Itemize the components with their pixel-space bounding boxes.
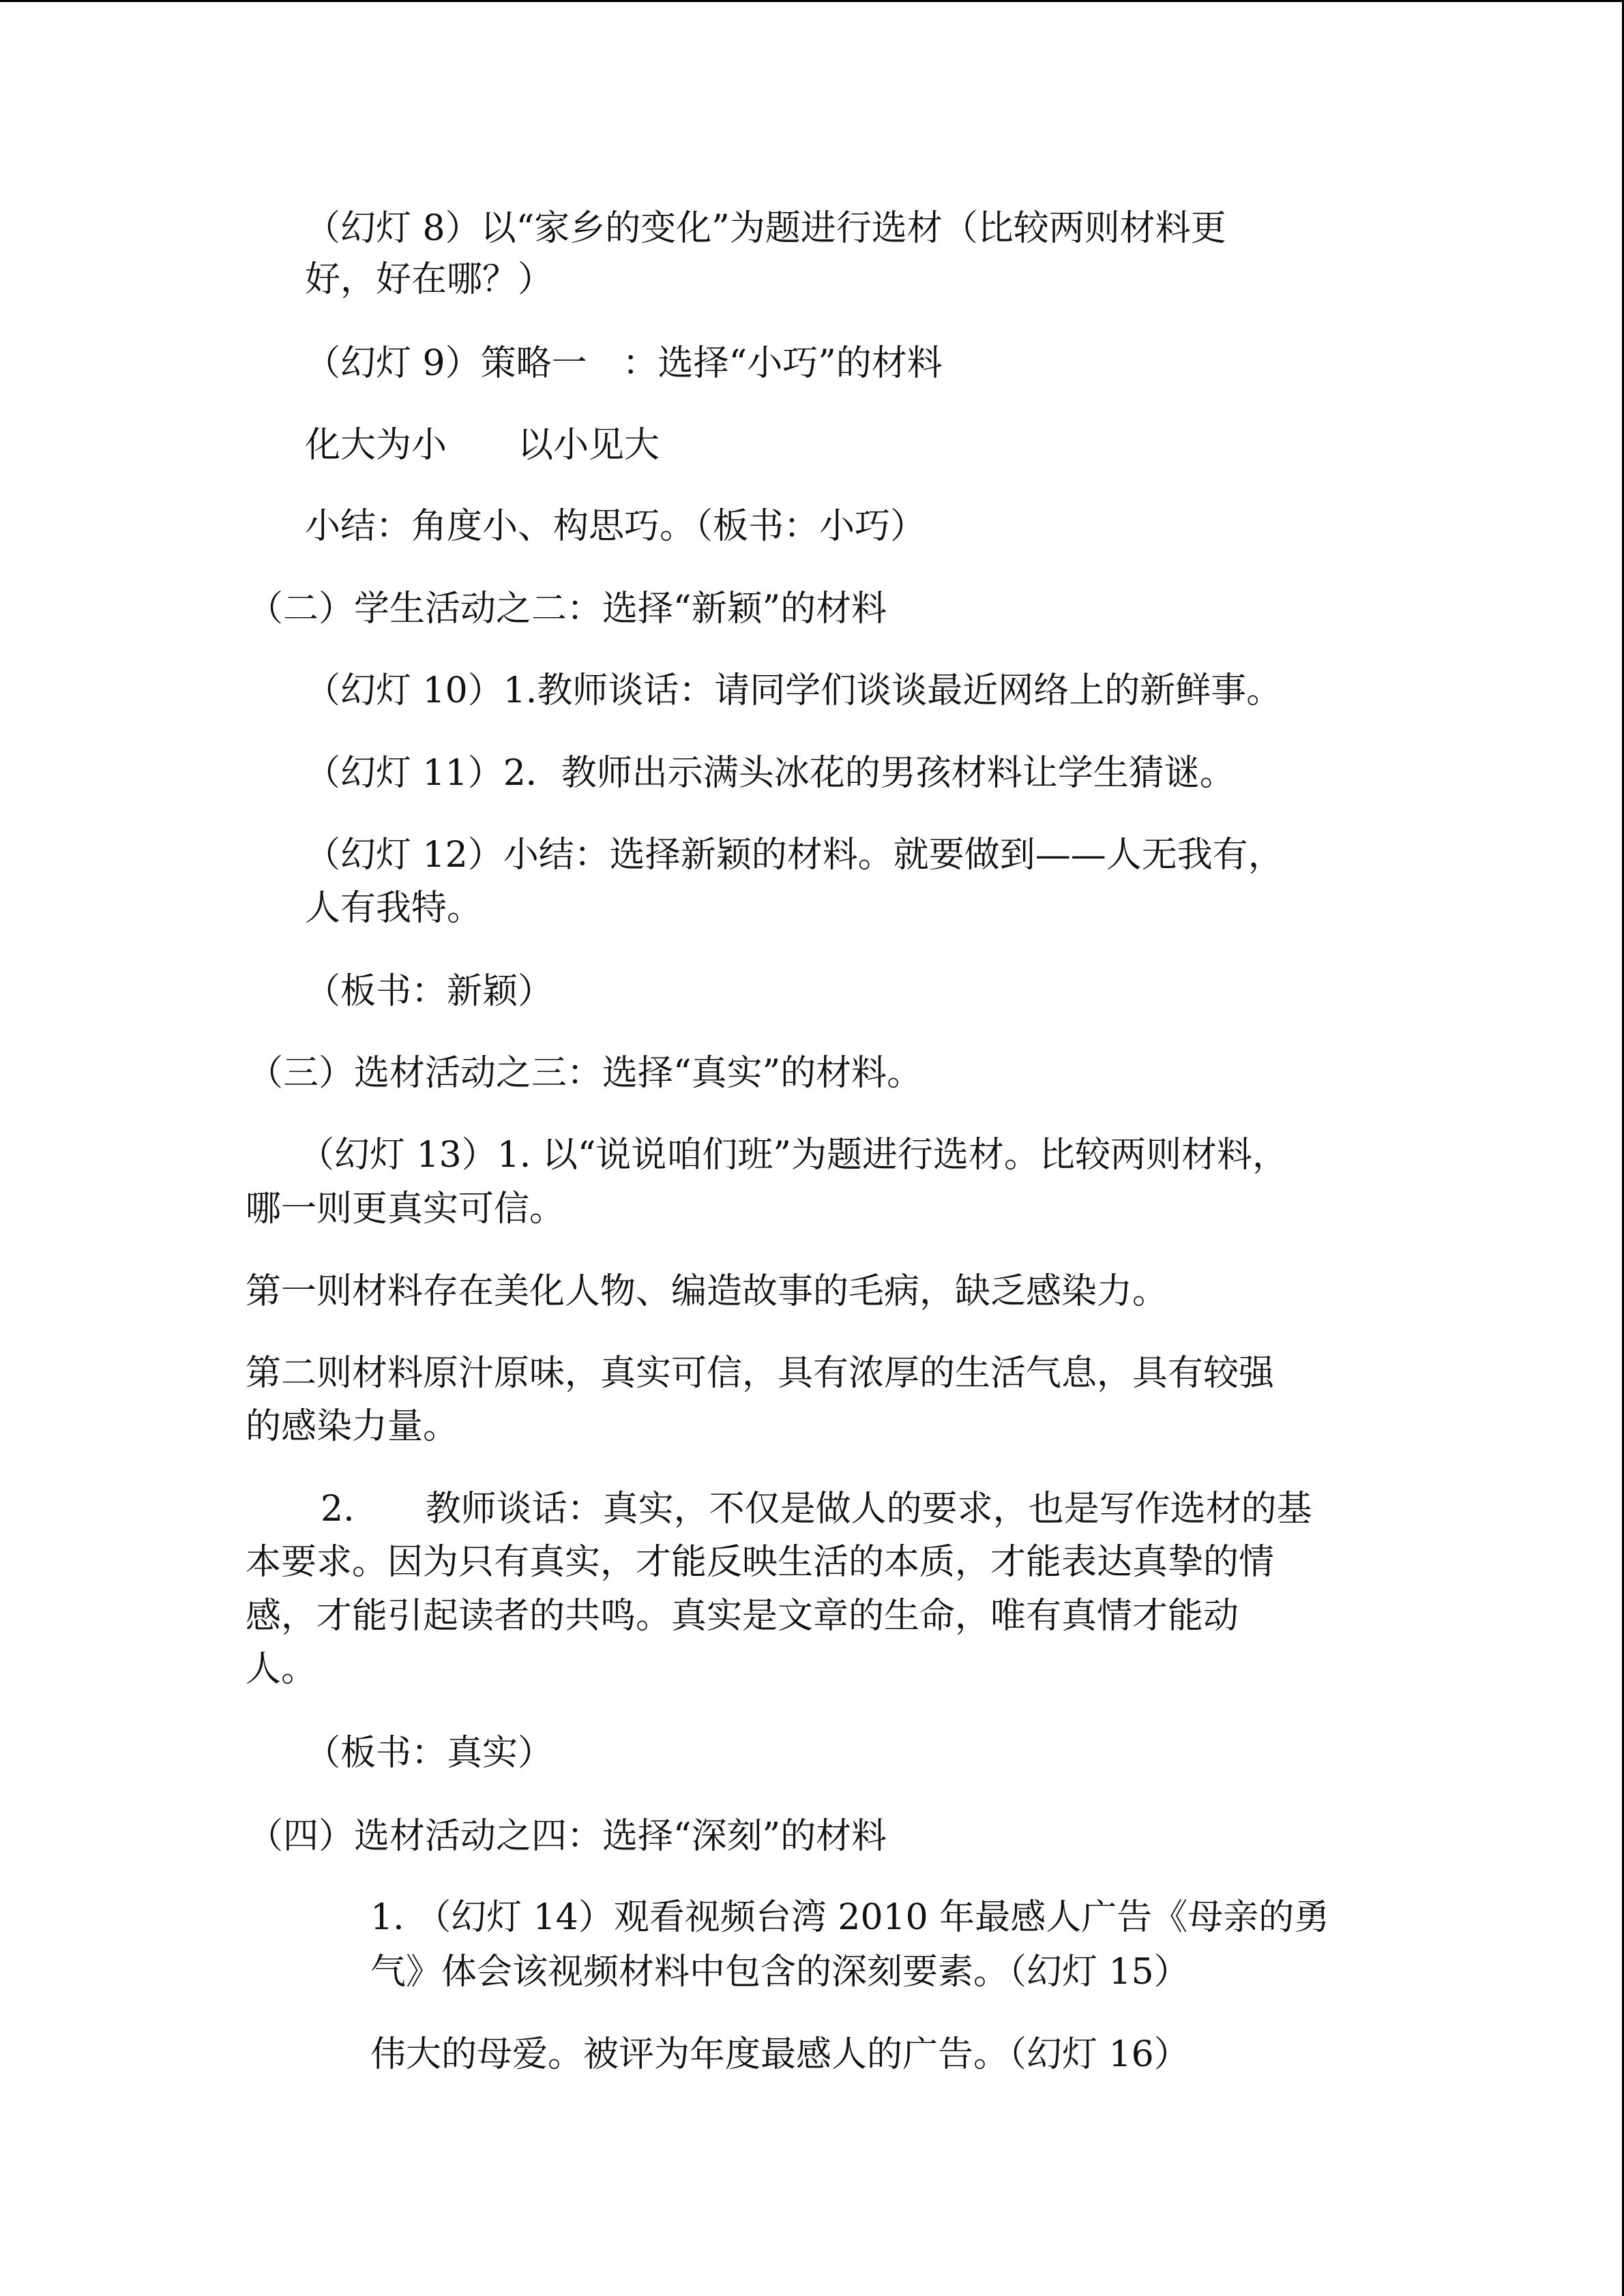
text-line-slide10: （幻灯 10）1.教师谈话：请同学们谈谈最近网络上的新鲜事。 <box>305 670 1282 711</box>
page-top-border <box>0 0 1624 2</box>
text-line-board-novel: （板书：新颖） <box>305 971 554 1012</box>
section-heading-four: （四）选材活动之四：选择“深刻”的材料 <box>248 1816 887 1857</box>
text-line-slide12-cont: 人有我特。 <box>305 888 483 929</box>
text-line-slide14-cont: 气》体会该视频材料中包含的深刻要素。（幻灯 15） <box>370 1952 1190 1993</box>
text-line-teacher-talk: 2. 教师谈话：真实，不仅是做人的要求，也是写作选材的基 <box>321 1489 1312 1530</box>
text-line-slide8: （幻灯 8）以“家乡的变化”为题进行选材（比较两则材料更 <box>305 208 1226 249</box>
section-heading-three: （三）选材活动之三：选择“真实”的材料。 <box>248 1053 923 1094</box>
text-line-teacher-talk-4: 人。 <box>246 1649 317 1690</box>
text-line-material-two: 第二则材料原汁原味，真实可信，具有浓厚的生活气息，具有较强 <box>246 1353 1275 1394</box>
text-line-slide11: （幻灯 11）2．教师出示满头冰花的男孩材料让学生猜谜。 <box>305 753 1235 794</box>
text-line-slide16: 伟大的母爱。被评为年度最感人的广告。（幻灯 16） <box>370 2034 1190 2075</box>
text-line-teacher-talk-2: 本要求。因为只有真实，才能反映生活的本质，才能表达真挚的情 <box>246 1542 1275 1583</box>
text-line-slide13: （幻灯 13）1. 以“说说咱们班”为题进行选材。比较两则材料， <box>299 1135 1288 1176</box>
text-line-slide14: 1. （幻灯 14）观看视频台湾 2010 年最感人广告《母亲的勇 <box>370 1897 1330 1938</box>
text-line-slide9: （幻灯 9）策略一 ：选择“小巧”的材料 <box>305 343 943 384</box>
text-line-material-one: 第一则材料存在美化人物、编造故事的毛病，缺乏感染力。 <box>246 1271 1168 1312</box>
text-line-material-two-cont: 的感染力量。 <box>246 1406 459 1447</box>
text-line-slide8-cont: 好，好在哪？） <box>305 259 554 300</box>
text-line-teacher-talk-3: 感，才能引起读者的共鸣。真实是文章的生命，唯有真情才能动 <box>246 1596 1239 1637</box>
text-line-summary-small: 小结：角度小、构思巧。（板书：小巧） <box>305 506 926 547</box>
section-heading-two: （二）学生活动之二：选择“新颖”的材料 <box>248 588 887 629</box>
text-line-strategy: 化大为小 以小见大 <box>305 425 660 466</box>
text-line-slide12: （幻灯 12）小结：选择新颖的材料。就要做到——人无我有， <box>305 835 1284 876</box>
text-line-board-real: （板书：真实） <box>305 1733 554 1774</box>
text-line-slide13-cont: 哪一则更真实可信。 <box>246 1189 565 1229</box>
